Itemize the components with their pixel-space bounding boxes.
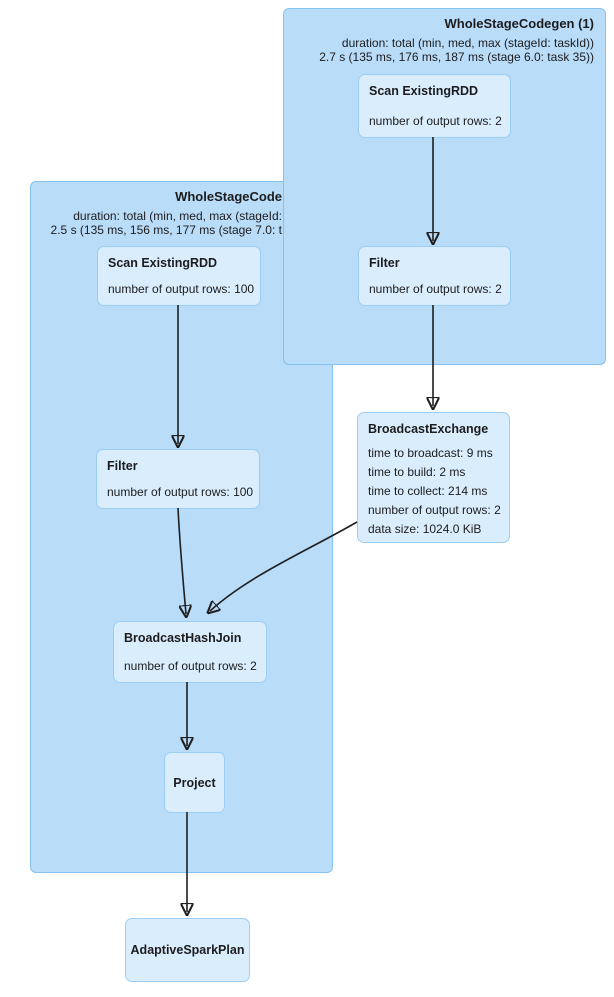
cluster-wholestagecodegen-1 — [283, 8, 606, 365]
node-broadcast-hash-join-title: BroadcastHashJoin — [124, 631, 242, 645]
metric-output-rows: number of output rows: 2 — [368, 503, 501, 517]
node-broadcast-hash-join[interactable] — [113, 621, 267, 683]
node-project[interactable] — [164, 752, 225, 813]
node-broadcast-exchange[interactable] — [357, 412, 510, 543]
node-filter-1[interactable] — [358, 246, 511, 306]
cluster-2-duration — [51, 209, 282, 237]
node-scan-existingrdd-2[interactable] — [97, 246, 261, 306]
node-scan-existingrdd-1[interactable] — [358, 74, 511, 138]
metric-time-to-collect: time to collect: 214 ms — [368, 484, 488, 498]
node-scan-existingrdd-2-metric: number of output rows: 100 — [108, 282, 255, 296]
cluster-1-title: WholeStageCodegen (1) — [444, 16, 594, 31]
cluster-1-duration-line1: duration: total (min, med, max (stageId: taskId)) — [341, 36, 594, 50]
cluster-2-duration-line1: duration: total (min, med, max (stageId: — [73, 209, 282, 223]
cluster-1-header — [319, 15, 594, 64]
node-broadcast-exchange-metrics — [368, 444, 499, 539]
node-filter-2-title: Filter — [107, 459, 138, 473]
node-adaptive-spark-plan[interactable] — [125, 918, 250, 982]
node-filter-2-metric: number of output rows: 100 — [107, 485, 254, 499]
cluster-2-header — [51, 188, 282, 237]
metric-data-size: data size: 1024.0 KiB — [368, 522, 482, 536]
node-filter-1-metric: number of output rows: 2 — [369, 282, 502, 296]
node-filter-1-title: Filter — [369, 256, 400, 270]
node-scan-existingrdd-2-title: Scan ExistingRDD — [108, 256, 218, 270]
node-broadcast-exchange-title: BroadcastExchange — [368, 422, 489, 436]
node-scan-existingrdd-1-metric: number of output rows: 2 — [369, 114, 502, 128]
node-filter-2[interactable] — [96, 449, 260, 509]
node-scan-existingrdd-1-title: Scan ExistingRDD — [369, 84, 479, 98]
cluster-1-duration — [319, 36, 594, 64]
node-project-title: Project — [173, 775, 216, 790]
cluster-1-duration-line2: 2.7 s (135 ms, 176 ms, 187 ms (stage 6.0: task 35)) — [319, 50, 594, 64]
cluster-2-title: WholeStageCode — [175, 189, 282, 204]
metric-time-to-build: time to build: 2 ms — [368, 465, 466, 479]
cluster-2-duration-line2: 2.5 s (135 ms, 156 ms, 177 ms (stage 7.0: t — [50, 223, 282, 237]
node-broadcast-hash-join-metric: number of output rows: 2 — [124, 659, 257, 673]
node-adaptive-spark-plan-title: AdaptiveSparkPlan — [130, 943, 245, 957]
metric-time-to-broadcast: time to broadcast: 9 ms — [368, 446, 493, 460]
